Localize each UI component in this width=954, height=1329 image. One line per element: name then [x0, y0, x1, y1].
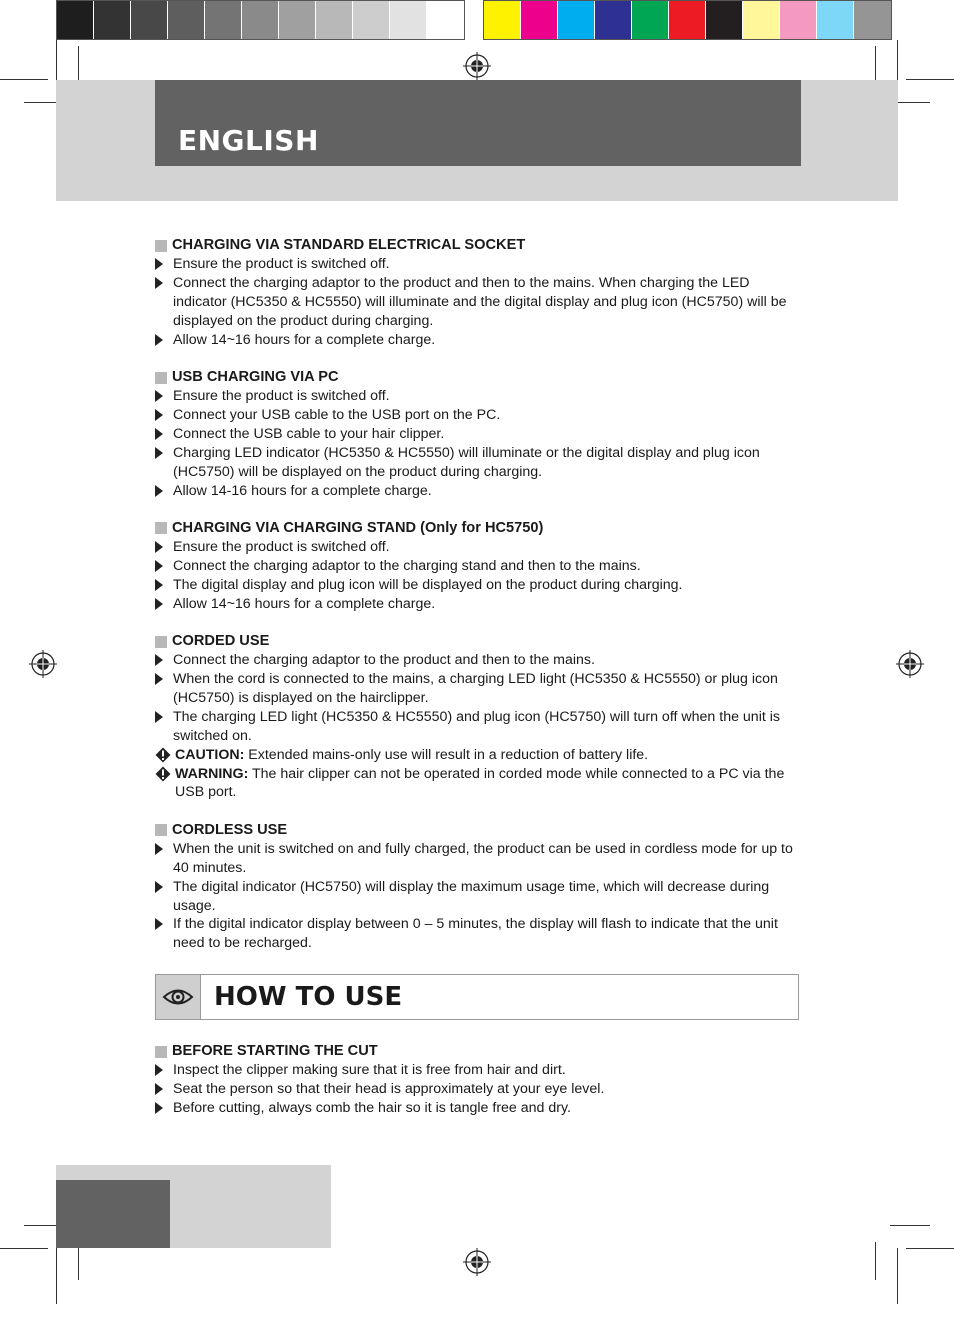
gray-swatch — [427, 1, 464, 39]
section-heading — [155, 821, 805, 840]
arrow-bullet-icon — [155, 1064, 163, 1076]
list-item — [155, 1061, 805, 1080]
color-swatch — [484, 1, 521, 39]
page-title: ENGLISH — [178, 124, 319, 157]
color-swatch — [521, 1, 558, 39]
arrow-bullet-icon — [155, 334, 163, 346]
list-item-text: Ensure the product is switched off. — [173, 256, 390, 272]
warning-diamond-icon — [155, 766, 171, 782]
gray-swatch — [316, 1, 353, 39]
list-item-text: Charging LED indicator (HC5350 & HC5550) will illuminate or the digital display and plug icon (HC5750) will be displayed on the product during charging. — [173, 444, 760, 480]
warning-text — [175, 746, 805, 765]
list-item — [155, 444, 805, 482]
list-item-text: Connect your USB cable to the USB port on the PC. — [173, 406, 501, 423]
section — [155, 236, 805, 350]
list-item-text: Before cutting, always comb the hair so it is tangle free and dry. — [173, 1099, 571, 1116]
arrow-bullet-icon — [155, 843, 163, 855]
warning-label: CAUTION: — [175, 746, 245, 763]
how-to-use-title: HOW TO USE — [214, 982, 403, 1012]
arrow-bullet-icon — [155, 277, 163, 289]
color-swatch — [632, 1, 669, 39]
list-item — [155, 651, 805, 670]
arrow-bullet-icon — [155, 579, 163, 591]
list-item-text: Ensure the product is switched off. — [173, 538, 390, 555]
section-heading — [155, 368, 805, 387]
section-heading-text: USB CHARGING VIA PC — [172, 369, 339, 386]
color-swatch — [706, 1, 743, 39]
list-item — [155, 406, 805, 425]
list-item — [155, 576, 805, 595]
arrow-bullet-icon — [155, 428, 163, 440]
warning-text — [175, 765, 805, 803]
color-swatch — [669, 1, 706, 39]
section-bullet-square-icon — [155, 1046, 167, 1058]
list-item-text: Connect the charging adaptor to the charging stand and then to the mains. — [173, 557, 641, 574]
list-item-text: Ensure the product is switched off. — [173, 388, 390, 405]
color-swatch — [817, 1, 854, 39]
warning-label: WARNING: — [175, 765, 249, 782]
gray-swatch — [94, 1, 131, 39]
section-heading-text: CHARGING VIA CHARGING STAND (Only for HC5750) — [172, 520, 544, 537]
arrow-bullet-icon — [155, 560, 163, 572]
section-bullet-square-icon — [155, 824, 167, 836]
color-swatch — [595, 1, 632, 39]
color-swatch — [743, 1, 780, 39]
arrow-bullet-icon — [155, 654, 163, 666]
warning-note — [155, 765, 805, 803]
section-heading-text: CORDED USE — [172, 633, 270, 650]
list-item-text: The digital indicator (HC5750) will display the maximum usage time, which will decrease during usage. — [173, 878, 770, 914]
list-item — [155, 915, 805, 953]
list-item — [155, 708, 805, 746]
list-item-text: The digital display and plug icon will be displayed on the product during charging. — [173, 576, 683, 593]
section-heading-text: CORDLESS USE — [172, 821, 288, 838]
list-item — [155, 425, 805, 444]
section-heading-text: CHARGING VIA STANDARD ELECTRICAL SOCKET — [172, 237, 526, 254]
registration-mark-right-icon — [896, 650, 924, 678]
arrow-bullet-icon — [155, 447, 163, 459]
section-heading — [155, 519, 805, 538]
color-swatch — [854, 1, 891, 39]
footer-page-block — [56, 1180, 170, 1248]
list-item — [155, 878, 805, 916]
list-item-text: If the digital indicator display between 0 – 5 minutes, the display will flash to indicate that the unit need to be recharged. — [173, 916, 778, 952]
list-item — [155, 538, 805, 557]
section — [155, 632, 805, 802]
eye-icon — [156, 975, 200, 1019]
arrow-bullet-icon — [155, 409, 163, 421]
list-item — [155, 331, 805, 350]
list-item-text: Connect the charging adaptor to the product and then to the mains. — [173, 652, 595, 669]
arrow-bullet-icon — [155, 541, 163, 553]
warning-note — [155, 746, 805, 765]
list-item-text: When the unit is switched on and fully charged, the product can be used in cordless mode for up to 40 minutes. — [173, 840, 793, 876]
arrow-bullet-icon — [155, 711, 163, 723]
list-item-text: When the cord is connected to the mains, a charging LED light (HC5350 & HC5550) or plug icon (HC5750) is displayed on the hairclipper. — [173, 671, 778, 706]
gray-swatch — [205, 1, 242, 39]
section-heading — [155, 236, 805, 255]
list-item — [155, 557, 805, 576]
how-to-use-content — [155, 1042, 805, 1136]
color-swatch — [780, 1, 817, 39]
color-swatch — [558, 1, 595, 39]
gray-swatch — [390, 1, 427, 39]
how-to-use-icon-box — [156, 975, 201, 1019]
list-item — [155, 274, 805, 331]
gray-swatch — [353, 1, 390, 39]
arrow-bullet-icon — [155, 918, 163, 930]
section — [155, 821, 805, 953]
list-item — [155, 1080, 805, 1099]
section — [155, 1042, 805, 1118]
list-item — [155, 387, 805, 406]
gray-swatch — [168, 1, 205, 39]
section-bullet-square-icon — [155, 522, 167, 534]
list-item — [155, 840, 805, 878]
list-item-text: Inspect the clipper making sure that it is free from hair and dirt. — [173, 1062, 566, 1078]
arrow-bullet-icon — [155, 673, 163, 685]
registration-mark-left-icon — [29, 650, 57, 678]
warning-body: The hair clipper can not be operated in corded mode while connected to a PC via the USB port. — [175, 765, 785, 801]
list-item-text: The charging LED light (HC5350 & HC5550) and plug icon (HC5750) will turn off when the unit is switched on. — [173, 708, 780, 744]
list-item-text: Allow 14~16 hours for a complete charge. — [173, 595, 436, 612]
instructions-content — [155, 236, 805, 972]
list-item-text: Connect the charging adaptor to the product and then to the mains. When charging the LED indicator (HC5350 & HC5550) will illuminate and the digital display and plug icon (HC5750) will be displayed on the product during charging. — [173, 274, 787, 329]
list-item — [155, 255, 805, 274]
arrow-bullet-icon — [155, 598, 163, 610]
arrow-bullet-icon — [155, 485, 163, 497]
gray-swatch — [131, 1, 168, 39]
list-item-text: Allow 14~16 hours for a complete charge. — [173, 331, 436, 348]
list-item-text: Connect the USB cable to your hair clipper. — [173, 425, 445, 442]
section-heading — [155, 1042, 805, 1061]
warning-diamond-icon — [155, 747, 171, 763]
arrow-bullet-icon — [155, 1083, 163, 1095]
registration-mark-bottom-icon — [463, 1248, 491, 1276]
list-item-text: Allow 14-16 hours for a complete charge. — [173, 482, 432, 499]
warning-body: Extended mains-only use will result in a reduction of battery life. — [244, 746, 649, 763]
cmyk-color-bar — [483, 0, 892, 40]
list-item — [155, 1099, 805, 1118]
arrow-bullet-icon — [155, 881, 163, 893]
gray-swatch — [242, 1, 279, 39]
section-bullet-square-icon — [155, 636, 167, 648]
registration-mark-top-icon — [463, 52, 491, 80]
section-bullet-square-icon — [155, 240, 167, 252]
how-to-use-banner — [155, 974, 799, 1020]
list-item — [155, 595, 805, 614]
list-item-text: Seat the person so that their head is approximately at your eye level. — [173, 1080, 605, 1097]
arrow-bullet-icon — [155, 390, 163, 402]
section-bullet-square-icon — [155, 372, 167, 384]
section — [155, 519, 805, 614]
list-item — [155, 670, 805, 708]
gray-color-bar — [56, 0, 465, 40]
gray-swatch — [57, 1, 94, 39]
gray-swatch — [279, 1, 316, 39]
arrow-bullet-icon — [155, 258, 163, 270]
arrow-bullet-icon — [155, 1102, 163, 1114]
section-heading — [155, 632, 805, 651]
list-item — [155, 482, 805, 501]
section-heading-text: BEFORE STARTING THE CUT — [172, 1043, 378, 1060]
section — [155, 368, 805, 500]
